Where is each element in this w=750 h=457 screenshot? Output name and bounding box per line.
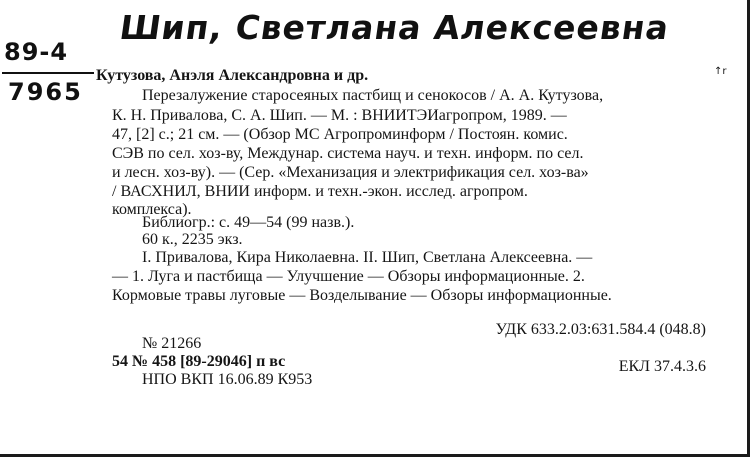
call-number-bottom: 7965 <box>8 78 83 106</box>
margin-mark: ↑r <box>714 66 727 77</box>
description-line-5: и лесн. хоз-ву). — (Сер. «Механизация и электрификация сел. хоз-ва» <box>112 164 589 181</box>
subject-line-2: — 1. Луга и пастбища — Улучшение — Обзоры информационные. 2. <box>112 268 585 285</box>
call-number-divider <box>2 72 94 74</box>
description-line-4: СЭВ по сел. хоз-ву, Междунар. система науч. и техн. информ. по сел. <box>112 145 584 162</box>
description-line-2: К. Н. Привалова, С. А. Шип. — М. : ВНИИТЭИагропром, 1989. — <box>112 107 567 124</box>
description-line-3: 47, [2] с.; 21 см. — (Обзор МС Агропроминформ / Постоян. комис. <box>112 126 568 143</box>
call-number-top: 89-4 <box>4 38 69 66</box>
accession-number: № 21266 <box>142 335 202 352</box>
description-line-7: комплекса). <box>112 201 192 218</box>
handwritten-name: Шип, Светлана Алексеевна <box>117 8 672 47</box>
author-heading: Кутузова, Анэля Александровна и др. <box>96 67 369 84</box>
subject-line-1: I. Привалова, Кира Николаевна. II. Шип, Светлана Алексеевна. — <box>142 249 593 266</box>
udk-code: УДК 633.2.03:631.584.4 (048.8) <box>495 321 706 338</box>
print-line: НПО ВКП 16.06.89 К953 <box>142 371 313 388</box>
description-line-6: / ВАСХНИЛ, ВНИИ информ. и техн.-экон. исслед. агропром. <box>112 183 528 200</box>
ekl-code: ЕКЛ 37.4.3.6 <box>618 358 706 375</box>
description-line-1: Перезалужение старосеяных пастбищ и сенокосов / А. А. Кутузова, <box>142 87 604 104</box>
bibliography-note: Библиогр.: с. 49—54 (99 назв.). <box>142 214 355 231</box>
subject-line-3: Кормовые травы луговые — Возделывание — Обзоры информационные. <box>112 287 612 304</box>
price-note: 60 к., 2235 экз. <box>142 231 243 248</box>
order-line: 54 № 458 [89-29046] п вс <box>112 353 286 370</box>
